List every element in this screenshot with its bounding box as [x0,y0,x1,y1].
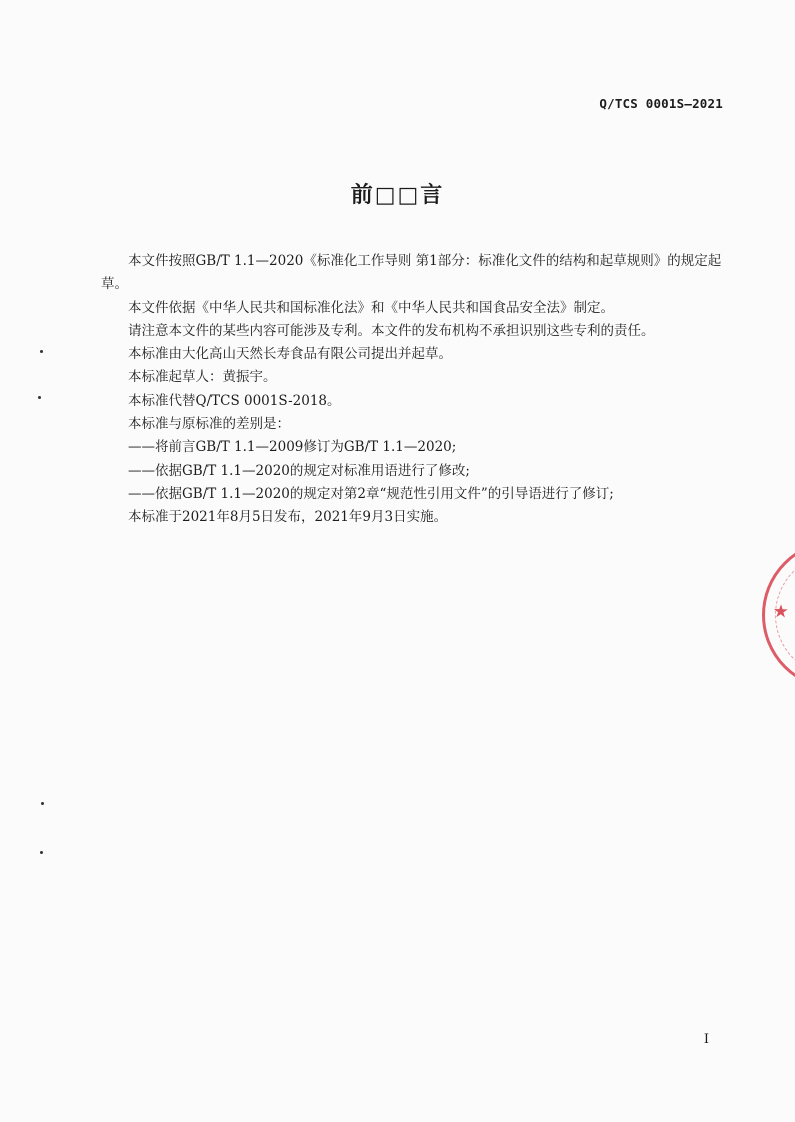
paragraph: 本标准起草人：黄振宇。 [128,369,277,386]
foreword-body [101,250,723,530]
paragraph: 本标准代替Q/TCS 0001S-2018。 [128,392,341,409]
company-seal-icon [762,540,795,690]
paragraph: 本文件依据《中华人民共和国标准化法》和《中华人民共和国食品安全法》制定。 [128,299,614,316]
standard-code: Q/TCS 0001S—2021 [599,96,723,111]
page-number: I [703,1032,709,1047]
paragraph: 本文件按照GB/T 1.1—2020《标准化工作导则 第1部分：标准化文件的结构和起草规则》的规定起草。 [101,253,722,293]
seal-star-icon: ★ [768,600,794,623]
scan-dot [40,851,43,854]
scan-dot [40,350,43,353]
paragraph: 请注意本文件的某些内容可能涉及专利。本文件的发布机构不承担识别这些专利的责任。 [128,322,655,339]
paragraph: 本标准由大化高山天然长寿食品有限公司提出并起草。 [128,346,452,363]
scan-dot [41,802,44,805]
paragraph: 本标准与原标准的差别是： [128,416,290,433]
list-item: ——将前言GB/T 1.1—2009修订为GB/T 1.1—2020; [128,439,457,456]
scan-dot [38,396,41,399]
list-item: ——依据GB/T 1.1—2020的规定对标准用语进行了修改; [128,462,470,479]
page-title: 前□□言 [350,183,445,208]
paragraph: 本标准于2021年8月5日发布，2021年9月3日实施。 [128,509,448,526]
list-item: ——依据GB/T 1.1—2020的规定对第2章“规范性引用文件”的引导语进行了修订; [128,485,614,502]
